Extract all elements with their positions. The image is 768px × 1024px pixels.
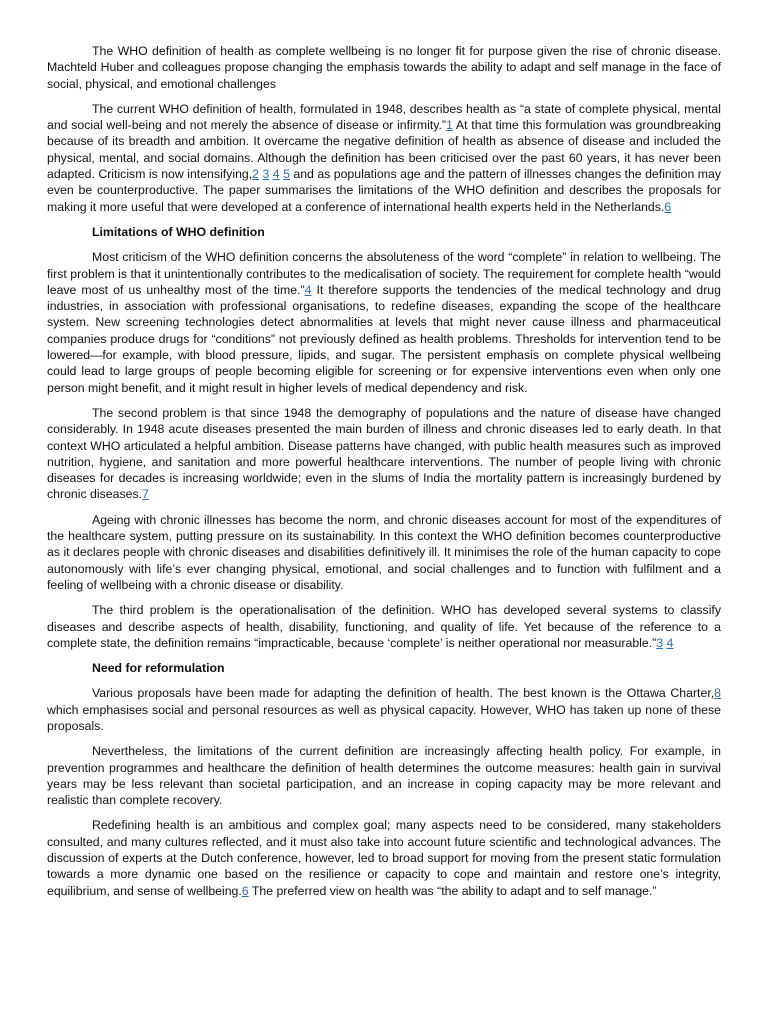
paragraph-text: Various proposals have been made for adapting the definition of health. The best known is the Ottawa Charter,	[92, 686, 715, 701]
body-paragraph	[47, 405, 721, 503]
paragraph-text: Ageing with chronic illnesses has become the norm, and chronic diseases account for most of the expenditures of the healthcare system, putting pressure on its sustainability. In this context the WHO definition becomes counterproductive as it declares people with chronic diseases and disabilities definitively ill. It minimises the role of the human capacity to cope autonomously with life’s ever changing physical, emotional, and social challenges and to function with fulfilment and a feeling of wellbeing with a chronic disease or disability.	[47, 512, 721, 592]
paragraph-text: It therefore supports the tendencies of the medical technology and drug industries, in association with professional organisations, to redefine diseases, expanding the scope of the healthcare system. New screening technologies detect abnormalities at levels that might never cause illness and pharmaceutical companies produce drugs for “conditions” not previously defined as health problems. Thresholds for intervention tend to be lowered—for example, with blood pressure, lipids, and sugar. The persistent emphasis on complete physical wellbeing could lead to large groups of people becoming eligible for screening or for expensive interventions even when only one person might benefit, and it might result in higher levels of medical dependency and risk.	[47, 282, 721, 395]
reference-link[interactable]: 6	[241, 883, 249, 898]
paragraph-text: Need for reformulation	[92, 661, 225, 676]
reference-link[interactable]: 3	[262, 167, 270, 182]
paragraph-text: and as populations age and the pattern of illnesses changes the definition may even be counterproductive. The paper summarises the limitations of the WHO definition and describes the proposals for making it more useful that were developed at a conference of international health experts held in the Netherlands.	[47, 167, 721, 214]
paragraph-text: Nevertheless, the limitations of the current definition are increasingly affecting health policy. For example, in prevention programmes and healthcare the definition of health determines the outcome measures: health gain in survival years may be less relevant than societal participation, and an increase in coping capacity may be more relevant and realistic than complete recovery.	[47, 744, 721, 808]
reference-link[interactable]: 5	[283, 167, 290, 182]
paragraph-text: Limitations of WHO definition	[92, 224, 265, 239]
body-paragraph	[47, 43, 721, 92]
paragraph-text: The second problem is that since 1948 the demography of populations and the nature of disease have changed considerably. In 1948 acute diseases presented the main burden of illness and chronic diseases led to early death. In that context WHO articulated a helpful ambition. Disease patterns have changed, with public health measures such as improved nutrition, hygiene, and sanitation and more powerful healthcare interventions. The number of people living with chronic diseases for decades is increasing worldwide; even in the slums of India the mortality pattern is increasingly burdened by chronic diseases.	[47, 405, 721, 502]
body-paragraph	[47, 743, 721, 808]
reference-link[interactable]: 3	[656, 635, 664, 650]
paragraph-text: which emphasises social and personal resources as well as physical capacity. However, WHO has taken up none of these proposals.	[47, 702, 721, 733]
reference-link[interactable]: 7	[142, 487, 149, 502]
section-heading	[47, 660, 721, 676]
body-paragraph	[47, 249, 721, 396]
paragraph-text: Redefining health is an ambitious and complex goal; many aspects need to be considered, many stakeholders consulted, and many cultures reflected, and it must also take into account future scientific and technological advances. The discussion of experts at the Dutch conference, however, led to broad support for moving from the present static formulation towards a more dynamic one based on the resilience or capacity to cope and maintain and restore one’s integrity, equilibrium, and sense of wellbeing.	[47, 818, 721, 898]
reference-link[interactable]: 4	[666, 635, 674, 650]
paragraph-text: Most criticism of the WHO definition concerns the absoluteness of the word “complete” in relation to wellbeing. The first problem is that it unintentionally contributes to the medicalisation of society. The requirement for complete health “would leave most of us unhealthy most of the time.”	[47, 250, 721, 297]
reference-link[interactable]: 6	[664, 199, 672, 214]
body-paragraph	[47, 602, 721, 651]
paragraph-text: The WHO definition of health as complete wellbeing is no longer fit for purpose given the rise of chronic disease. Machteld Huber and colleagues propose changing the emphasis towards the ability to adapt and self manage in the face of social, physical, and emotional challenges	[47, 44, 721, 91]
paragraph-text: The third problem is the operationalisation of the definition. WHO has developed several systems to classify diseases and describe aspects of health, disability, functioning, and quality of life. Yet because of the reference to a complete state, the definition remains “impracticable, because ‘complete’ is neither operational nor measurable.”	[47, 603, 721, 650]
section-heading	[47, 224, 721, 240]
body-paragraph	[47, 685, 721, 734]
paragraph-text: The preferred view on health was “the ability to adapt and to self manage.”	[248, 883, 657, 898]
reference-link[interactable]: 2	[252, 167, 260, 182]
paragraph-text: The current WHO definition of health, formulated in 1948, describes health as “a state of complete physical, mental and social well-being and not merely the absence of disease or infirmity.”	[47, 101, 721, 133]
reference-link[interactable]: 1	[446, 118, 453, 133]
body-paragraph	[47, 101, 721, 215]
paragraph-text: At that time this formulation was groundbreaking because of its breadth and ambition. It overcame the negative definition of health as absence of disease and included the physical, mental, and social domains. Although the definition has been criticised over the past 60 years, it has never been adapted. Criticism is now intensifying,	[47, 118, 721, 182]
body-paragraph	[47, 817, 721, 898]
reference-link[interactable]: 4	[272, 167, 280, 182]
reference-link[interactable]: 8	[714, 686, 721, 701]
reference-link[interactable]: 4	[304, 282, 312, 297]
body-paragraph	[47, 512, 721, 593]
